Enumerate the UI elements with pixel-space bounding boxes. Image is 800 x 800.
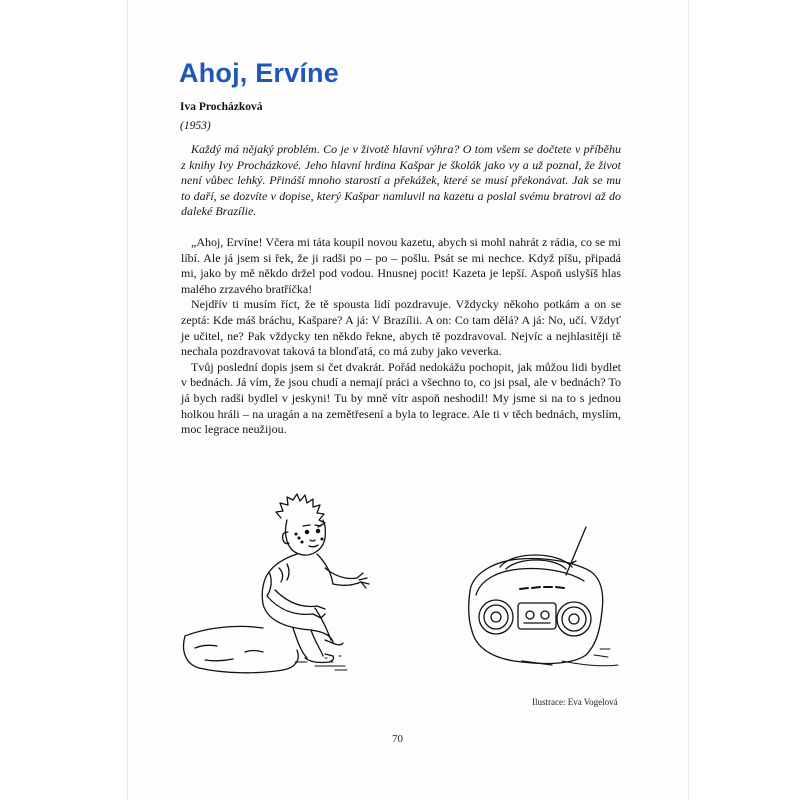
boy-illustration	[175, 480, 375, 680]
author-year: (1953)	[180, 120, 211, 132]
letter-paragraph: „Ahoj, Ervíne! Včera mi táta koupil novou kazetu, abych si mohl nahrát z rádia, co se mi líbí. Ale já jsem si řek, že ji radši po – po – pošlu. Psát se mi nechce. Když píšu, připadá mi, jako by mě někdo držel pod vodou. Hnusnej pocit! Kazeta je lepší. Aspoň uslyšíš hlas malého zrzavého bratříčka!	[181, 235, 621, 296]
letter-text	[181, 235, 621, 438]
page-title: Ahoj, Ervíne	[179, 58, 339, 88]
intro-paragraph: Každý má nějaký problém. Co je v životě hlavní výhra? O tom všem se dočtete v příběhu z knihy Ivy Procházkové. Jeho hlavní hrdina Kašpar je školák jako vy a už poznal, že život není vůbec lehký. Přináší mnoho starostí a překážek, které se musí překonávat. Jak se mu to daří, se dozvíte v dopise, který Kašpar namluvil na kazetu a poslal svému bratrovi až do daleké Brazílie.	[181, 142, 621, 219]
letter-paragraph: Tvůj poslední dopis jsem si čet dvakrát. Pořád nedokážu pochopit, jak můžou lidi bydlet v bednách. Já vím, že jsou chudí a nemají práci a všechno to, co jsi psal, ale v bednách? To já bych radši bydlel v jeskyni! Tu by mně vítr aspoň neshodil! My jsme si na to s jednou holkou hráli – na uragán a na zemětřesení a byla to legrace. Ale ti v těch bednách, myslím, moc legrace neužijou.	[181, 359, 621, 437]
illustration-credit: Ilustrace: Eva Vogelová	[532, 697, 618, 707]
radio-illustration	[462, 515, 622, 675]
page-number: 70	[392, 733, 403, 745]
letter-paragraph: Nejdřív ti musím říct, že tě spousta lidí pozdravuje. Vždycky někoho potkám a on se zeptá: Kde máš bráchu, Kašpare? A já: V Brazílii. A on: Co tam dělá? A já: No, učí. Vždyť je učitel, ne? Pak vždycky ten někdo řekne, abych tě pozdravoval. Nejvíc a nejhlasitěji tě nechala pozdravovat taková ta blonďatá, co má zuby jako veverka.	[181, 297, 621, 359]
author-name: Iva Procházková	[180, 101, 263, 113]
